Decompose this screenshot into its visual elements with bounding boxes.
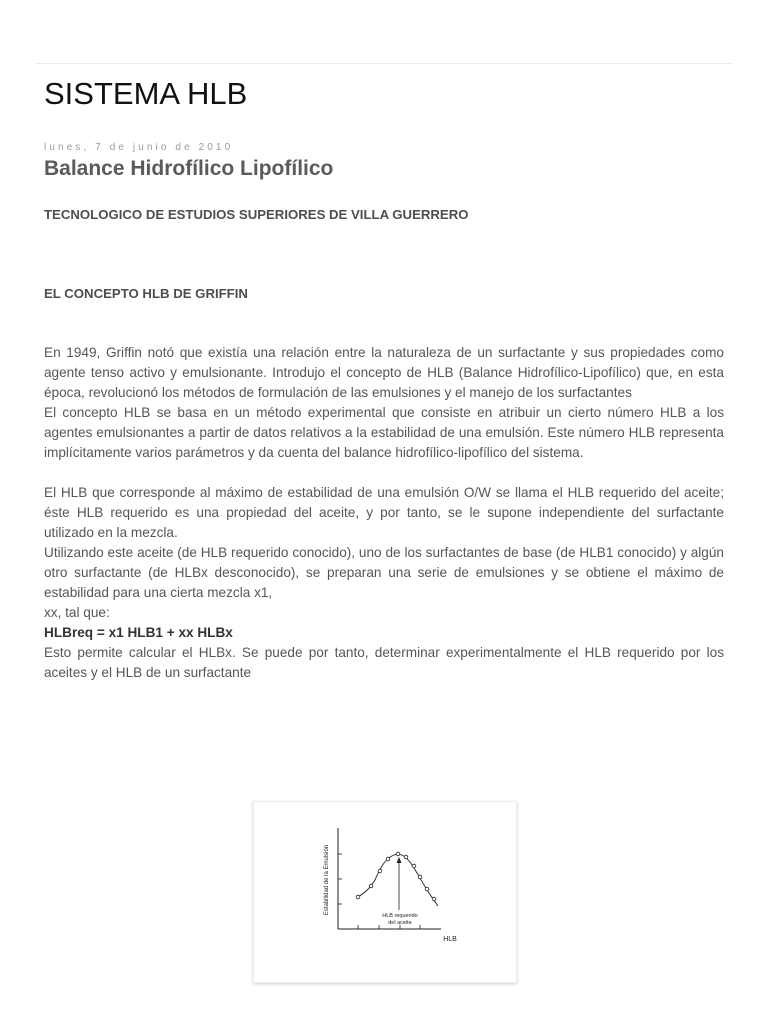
paragraph-5: xx, tal que: (44, 605, 110, 620)
data-points (356, 852, 436, 901)
section-heading: EL CONCEPTO HLB DE GRIFFIN (44, 286, 248, 301)
paragraph-1: En 1949, Griffin notó que existía una relación entre la naturaleza de un surfactante y sus propiedades como agente tenso activo y emulsionante. Introdujo el concepto de HLB (Balance Hidrofílico-Lipofílico) que, en esta época, revolucionó los métodos de formulación de las emulsiones y el manejo de los surfactantes (44, 345, 724, 400)
header-divider (36, 63, 732, 64)
x-axis-label: HLB (443, 936, 457, 943)
y-ticks (338, 854, 342, 904)
blog-title[interactable]: SISTEMA HLB (44, 76, 248, 111)
paragraph-3: El HLB que corresponde al máximo de estabilidad de una emulsión O/W se llama el HLB requerido del aceite; éste HLB requerido es una propiedad del aceite, y por tanto, se le supone independiente del surfactante utilizado en la mezcla. (44, 485, 724, 540)
post-body (44, 205, 724, 683)
figure-card[interactable] (253, 801, 517, 983)
post-title[interactable]: Balance Hidrofílico Lipofílico (44, 157, 334, 180)
paragraph-4: Utilizando este aceite (de HLB requerido conocido), uno de los surfactantes de base (de HLB1 conocido) y algún otro surfactante (de HLBx desconocido), se preparan una serie de emulsiones y se obtiene el máximo de estabilidad para una cierta mezcla x1, (44, 545, 724, 600)
institution-heading: TECNOLOGICO DE ESTUDIOS SUPERIORES DE VILLA GUERRERO (44, 207, 469, 222)
formula: HLBreq = x1 HLB1 + xx HLBx (44, 625, 233, 640)
paragraph-2: El concepto HLB se basa en un método experimental que consiste en atribuir un cierto número HLB a los agentes emulsionantes a partir de datos relativos a la estabilidad de una emulsión. Este número HLB representa implícitamente varios parámetros y da cuenta del balance hidrofílico-lipofílico del sistema. (44, 405, 724, 460)
annotation-line-2: del aceite (388, 920, 412, 926)
arrow-head-icon (397, 857, 402, 863)
y-axis-label: Estabilidad de la Emulsión (324, 844, 330, 916)
paragraph-6: Esto permite calcular el HLBx. Se puede por tanto, determinar experimentalmente el HLB requerido por los aceites y el HLB de un surfactante (44, 645, 724, 680)
stability-curve-figure (254, 802, 516, 982)
annotation-line-1: HLB requerido (382, 913, 418, 919)
post-date: lunes, 7 de junio de 2010 (44, 142, 234, 153)
